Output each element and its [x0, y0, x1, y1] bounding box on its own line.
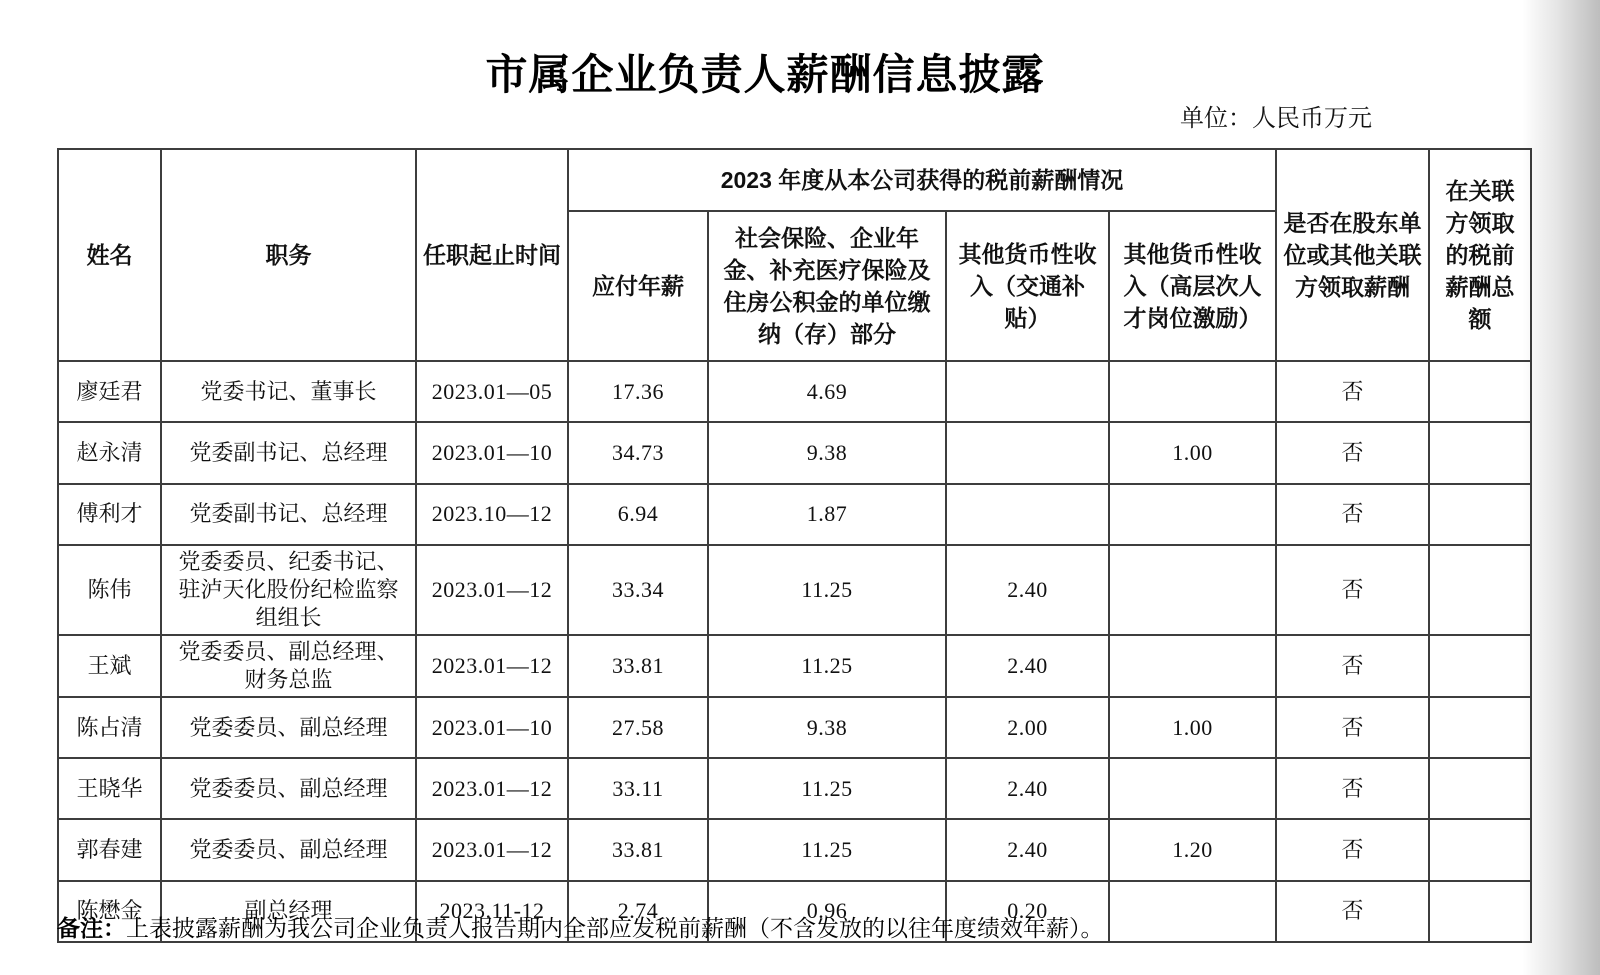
cell-name: 郭春建 — [58, 819, 161, 880]
cell-related-total — [1429, 758, 1531, 819]
cell-talent — [1109, 484, 1276, 545]
cell-social-insurance: 1.87 — [708, 484, 946, 545]
cell-related-flag: 否 — [1276, 545, 1429, 635]
cell-transport — [946, 484, 1109, 545]
cell-related-total — [1429, 697, 1531, 758]
unit-label: 单位：人民币万元 — [1180, 106, 1372, 132]
cell-transport: 2.00 — [946, 697, 1109, 758]
cell-annual-salary: 2.74 — [568, 881, 708, 942]
cell-related-total — [1429, 545, 1531, 635]
table-row — [58, 361, 1531, 422]
cell-talent — [1109, 635, 1276, 697]
col-header-position: 职务 — [161, 149, 416, 361]
cell-position: 副总经理 — [161, 881, 416, 942]
cell-name: 王斌 — [58, 635, 161, 697]
cell-name: 傅利才 — [58, 484, 161, 545]
cell-position: 党委委员、纪委书记、驻泸天化股份纪检监察组组长 — [161, 545, 416, 635]
cell-talent — [1109, 758, 1276, 819]
cell-annual-salary: 33.81 — [568, 819, 708, 880]
cell-related-flag: 否 — [1276, 697, 1429, 758]
cell-term: 2023.01—05 — [416, 361, 568, 422]
cell-position: 党委委员、副总经理 — [161, 697, 416, 758]
col-header-2023-comp-group: 2023 年度从本公司获得的税前薪酬情况 — [568, 149, 1276, 211]
cell-position: 党委委员、副总经理、财务总监 — [161, 635, 416, 697]
table-row — [58, 545, 1531, 635]
cell-related-flag: 否 — [1276, 422, 1429, 483]
cell-talent: 1.00 — [1109, 422, 1276, 483]
cell-name: 王晓华 — [58, 758, 161, 819]
cell-annual-salary: 17.36 — [568, 361, 708, 422]
table-header — [58, 149, 1531, 361]
cell-related-flag: 否 — [1276, 758, 1429, 819]
cell-name: 陈懋金 — [58, 881, 161, 942]
salary-table — [57, 148, 1532, 943]
cell-transport: 0.20 — [946, 881, 1109, 942]
cell-related-total — [1429, 484, 1531, 545]
col-header-other-income-transport: 其他货币性收入（交通补贴） — [946, 211, 1109, 361]
cell-social-insurance: 11.25 — [708, 758, 946, 819]
cell-related-total — [1429, 361, 1531, 422]
cell-annual-salary: 33.11 — [568, 758, 708, 819]
cell-related-flag: 否 — [1276, 361, 1429, 422]
cell-position: 党委委员、副总经理 — [161, 758, 416, 819]
cell-talent: 1.00 — [1109, 697, 1276, 758]
cell-social-insurance: 9.38 — [708, 697, 946, 758]
cell-position: 党委副书记、总经理 — [161, 484, 416, 545]
cell-annual-salary: 34.73 — [568, 422, 708, 483]
cell-social-insurance: 11.25 — [708, 545, 946, 635]
cell-transport — [946, 361, 1109, 422]
cell-term: 2023.01—12 — [416, 819, 568, 880]
col-header-name: 姓名 — [58, 149, 161, 361]
table-row — [58, 819, 1531, 880]
col-header-related-party-total: 在关联方领取的税前薪酬总额 — [1429, 149, 1531, 361]
page-title: 市属企业负责人薪酬信息披露 — [485, 53, 1045, 100]
cell-transport: 2.40 — [946, 545, 1109, 635]
col-header-social-insurance: 社会保险、企业年金、补充医疗保险及住房公积金的单位缴纳（存）部分 — [708, 211, 946, 361]
cell-term: 2023.01—12 — [416, 758, 568, 819]
cell-term: 2023.01—12 — [416, 545, 568, 635]
cell-term: 2023.11-12 — [416, 881, 568, 942]
cell-name: 陈占清 — [58, 697, 161, 758]
table-row — [58, 635, 1531, 697]
cell-social-insurance: 11.25 — [708, 819, 946, 880]
cell-term: 2023.10—12 — [416, 484, 568, 545]
cell-related-flag: 否 — [1276, 881, 1429, 942]
cell-transport: 2.40 — [946, 819, 1109, 880]
cell-related-total — [1429, 819, 1531, 880]
cell-related-total — [1429, 635, 1531, 697]
cell-related-total — [1429, 422, 1531, 483]
cell-annual-salary: 6.94 — [568, 484, 708, 545]
cell-name: 陈伟 — [58, 545, 161, 635]
cell-transport: 2.40 — [946, 635, 1109, 697]
col-header-related-party-paid: 是否在股东单位或其他关联方领取薪酬 — [1276, 149, 1429, 361]
cell-social-insurance: 0.96 — [708, 881, 946, 942]
table-body — [58, 361, 1531, 942]
cell-related-flag: 否 — [1276, 635, 1429, 697]
cell-term: 2023.01—12 — [416, 635, 568, 697]
cell-term: 2023.01—10 — [416, 697, 568, 758]
table-row — [58, 422, 1531, 483]
cell-name: 廖廷君 — [58, 361, 161, 422]
cell-annual-salary: 33.81 — [568, 635, 708, 697]
cell-position: 党委书记、董事长 — [161, 361, 416, 422]
cell-position: 党委副书记、总经理 — [161, 422, 416, 483]
table-row — [58, 697, 1531, 758]
cell-social-insurance: 11.25 — [708, 635, 946, 697]
col-header-annual-salary: 应付年薪 — [568, 211, 708, 361]
footnote — [57, 912, 1457, 945]
cell-position: 党委委员、副总经理 — [161, 819, 416, 880]
cell-related-flag: 否 — [1276, 484, 1429, 545]
table-row — [58, 758, 1531, 819]
cell-social-insurance: 9.38 — [708, 422, 946, 483]
cell-talent — [1109, 545, 1276, 635]
footnote-text: 上表披露薪酬为我公司企业负责人报告期内全部应发税前薪酬（不含发放的以往年度绩效年薪）。 — [126, 916, 1104, 941]
cell-annual-salary: 33.34 — [568, 545, 708, 635]
page-edge-shadow — [1522, 0, 1600, 975]
cell-talent — [1109, 361, 1276, 422]
cell-related-flag: 否 — [1276, 819, 1429, 880]
cell-talent: 1.20 — [1109, 819, 1276, 880]
col-header-term: 任职起止时间 — [416, 149, 568, 361]
cell-term: 2023.01—10 — [416, 422, 568, 483]
table-row — [58, 484, 1531, 545]
cell-social-insurance: 4.69 — [708, 361, 946, 422]
cell-transport — [946, 422, 1109, 483]
cell-annual-salary: 27.58 — [568, 697, 708, 758]
cell-transport: 2.40 — [946, 758, 1109, 819]
col-header-other-income-talent: 其他货币性收入（高层次人才岗位激励） — [1109, 211, 1276, 361]
cell-name: 赵永清 — [58, 422, 161, 483]
footnote-prefix: 备注： — [57, 915, 126, 941]
